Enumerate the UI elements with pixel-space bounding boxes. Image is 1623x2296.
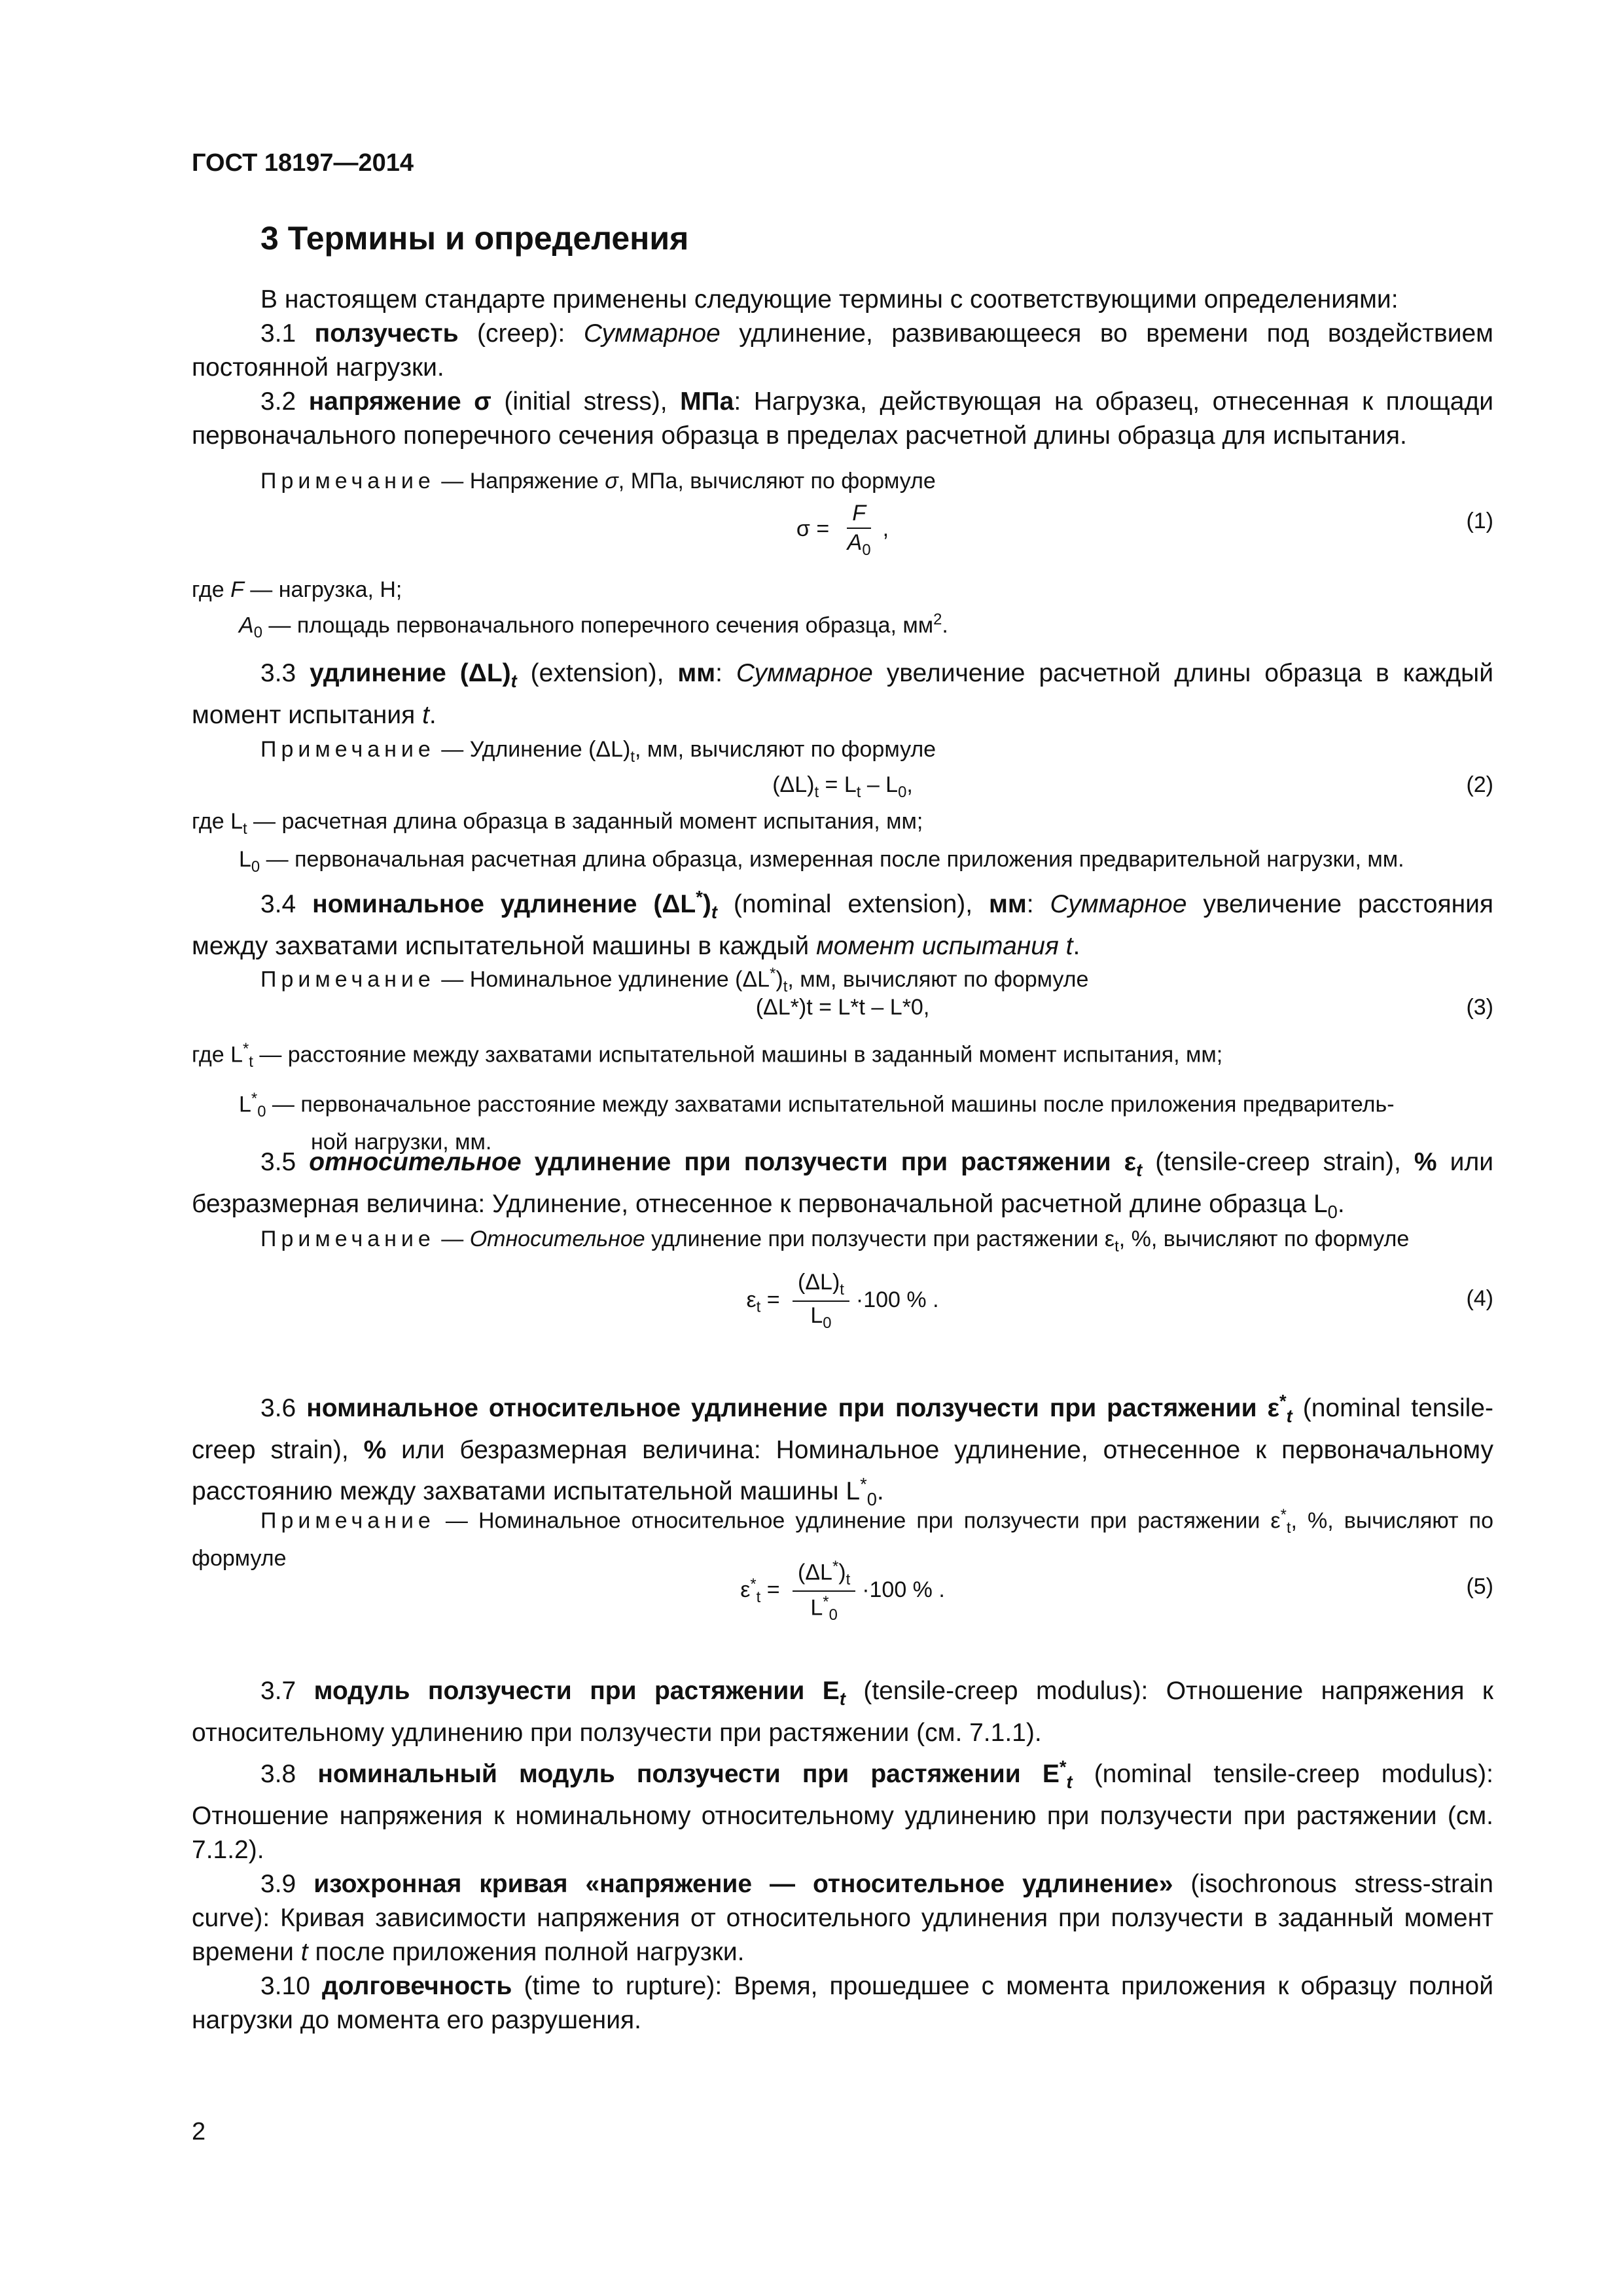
term-3-3: 3.3 удлинение $(\Delta L)_t$ (extension), мм: Суммарное увеличение расчетной длины образца в каждый момент испытания t. bbox=[192, 659, 1493, 729]
equation-3-number: (3) bbox=[1466, 995, 1493, 1020]
where-1: где F — нагрузка, Н; $A_0$ — площадь первоначального поперечного сечения образца, $мм^2$. bbox=[192, 577, 948, 642]
where-2: где $L_t$ — расчетная длина образца в заданный момент испытания, мм; $L_0$ — первоначальная расчетная длина образца, измеренная после приложения предварительной нагрузки, мм. bbox=[192, 809, 1404, 876]
equation-3: (ΔL*)t = L*t – L*0, (3) bbox=[755, 995, 1493, 1020]
equation-2: $(\Delta L)_t = L_t - L_0$, (2) bbox=[772, 772, 1493, 801]
term-3-6: 3.6 номинальное относительное удлинение при ползучести при растяжении $\varepsilon^*_t$ (nominal tensile-creep strain), % или безразмерная величина: Номинальное удлинение, отнесенное к первоначальному расстоянию между захватами испытательной машины $L^*_0$. bbox=[192, 1391, 1494, 1509]
note-3: Примечание — Номинальное удлинение $(\Delta L^*)_t$, мм, вычисляют по формуле bbox=[260, 965, 1089, 996]
equation-1-number: (1) bbox=[1466, 509, 1493, 533]
page-number: 2 bbox=[192, 2118, 206, 2145]
document-header: ГОСТ 18197—2014 bbox=[192, 149, 414, 177]
terms-block-3-7-to-3-10 bbox=[192, 1674, 1493, 2037]
section-title: 3 Термины и определения bbox=[260, 220, 689, 257]
note-4: Примечание — Относительное удлинение при ползучести при растяжении $\varepsilon_t$, %, вычисляют по формуле bbox=[260, 1227, 1410, 1255]
equation-4: $\varepsilon_t$ = $\frac{(\Delta L)_t}{L_0}$ ·100 % . (4) bbox=[746, 1270, 1493, 1332]
equation-5-number: (5) bbox=[1466, 1574, 1493, 1599]
note-2: Примечание — Удлинение $(\Delta L)_t$, мм, вычисляют по формуле bbox=[260, 737, 936, 766]
equation-2-number: (2) bbox=[1466, 772, 1493, 797]
term-3-1: 3.1 ползучесть (creep): Суммарное удлинение, развивающееся во времени под воздействием постоянной нагрузки. bbox=[192, 319, 1493, 382]
term-3-9: 3.9 изохронная кривая «напряжение — относительное удлинение» (isochronous stress-strain curve): Кривая зависимости напряжения от относительного удлинения при ползучести в заданный момент времени t после приложения полной нагрузки. bbox=[192, 1869, 1493, 1966]
term-3-8: 3.8 номинальный модуль ползучести при растяжении $E^*_t$ (nominal tensile-creep modulus): Отношение напряжения к номинальному относительному удлинению при ползучести при растяжении (см. 7.1.2). bbox=[192, 1756, 1493, 1864]
equation-1: σ = $\frac{F}{A_0}$ , (1) bbox=[796, 501, 1493, 559]
equation-4-number: (4) bbox=[1466, 1286, 1493, 1311]
terms-block-1 bbox=[192, 283, 1493, 453]
equation-5: $\varepsilon^*_t$ = $\frac{(\Delta L^*)_t}{L^*_0}$ ·100 % . (5) bbox=[740, 1558, 1493, 1624]
note-5: Примечание — Номинальное относительное удлинение при ползучести при растяжении $\varepsilon^*_t$, %, вычисляют по формуле bbox=[192, 1506, 1493, 1571]
term-3-2: 3.2 напряжение σ (initial stress), МПа: Нагрузка, действующая на образец, отнесенная к площади первоначального поперечного сечения образца в пределах расчетной длины образца для испытания. bbox=[192, 387, 1494, 450]
term-3-7: 3.7 модуль ползучести при растяжении $E_t$ (tensile-creep modulus): Отношение напряжения к относительному удлинению при ползучести при растяжении (см. 7.1.1). bbox=[192, 1677, 1493, 1747]
note-1: Примечание — Напряжение σ, МПа, вычисляют по формуле bbox=[260, 469, 936, 493]
intro-paragraph: В настоящем стандарте применены следующие термины с соответствующими определениями: bbox=[260, 285, 1399, 314]
term-3-4: 3.4 номинальное удлинение $(\Delta L^*)_t$ (nominal extension), мм: Суммарное увеличение расстояния между захватами испытательной машины в каждый момент испытания t. bbox=[192, 887, 1494, 960]
term-3-5: 3.5 относительное удлинение при ползучести при растяжении $\varepsilon_t$ (tensile-creep strain), % или безразмерная величина: Удлинение, отнесенное к первоначальной расчетной длине образца $L_0$. bbox=[192, 1148, 1493, 1222]
where-3: где $L^*_t$ — расстояние между захватами испытательной машины в заданный момент испытания, мм; $L^*_0$ — первоначальное расстояние между захватами испытательной машины после приложения предваритель- ной нагрузки, мм. bbox=[192, 1040, 1395, 1155]
term-3-10: 3.10 долговечность (time to rupture): Время, прошедшее с момента приложения к образцу полной нагрузки до момента его разрушения. bbox=[192, 1971, 1493, 2034]
